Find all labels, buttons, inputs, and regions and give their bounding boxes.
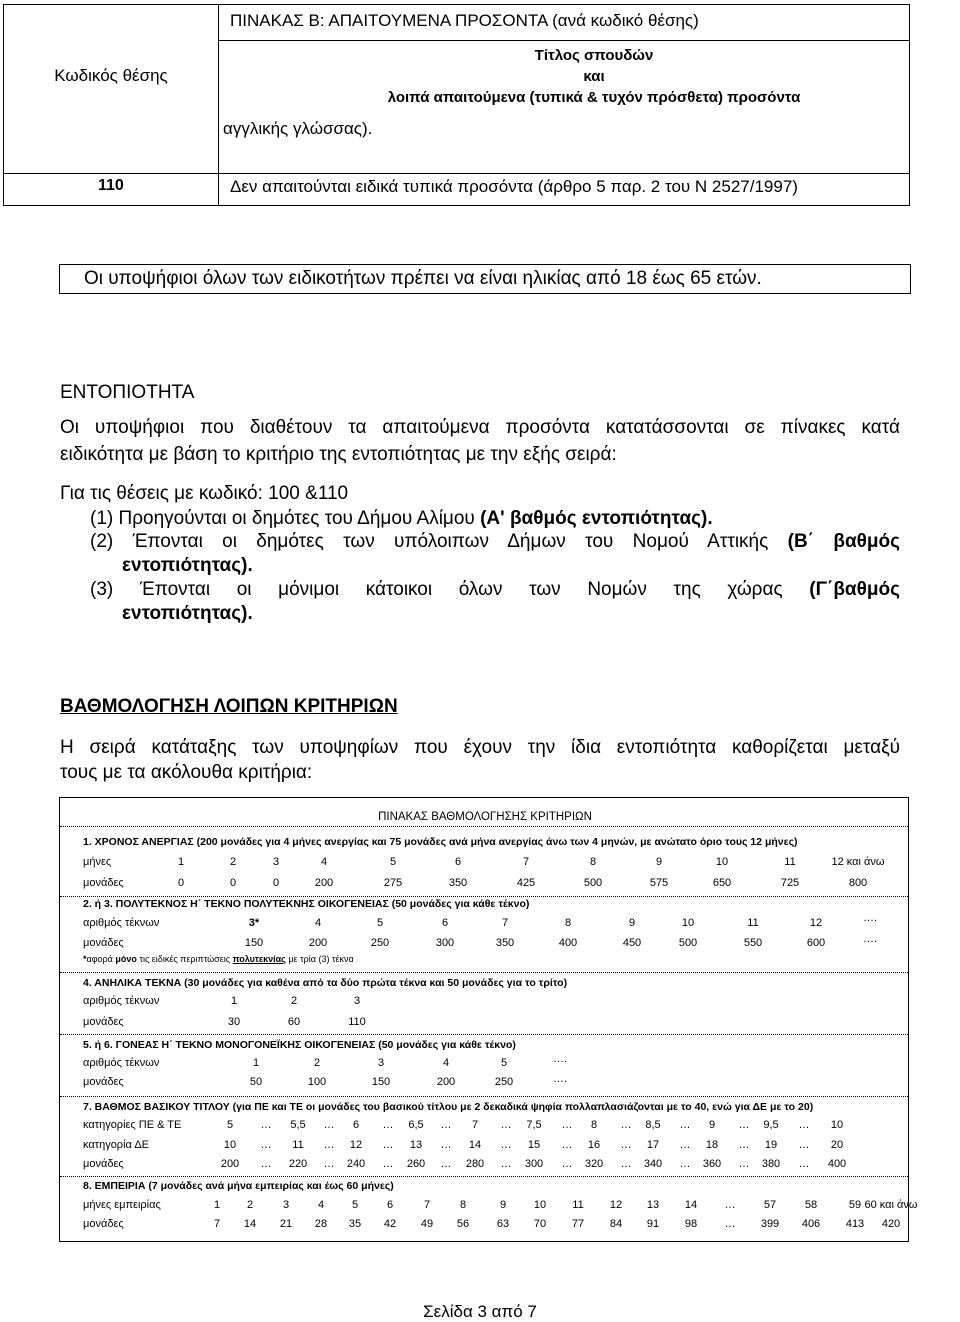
table-cell: 59 [848, 1199, 862, 1211]
table-cell: 200 [308, 937, 328, 949]
table-cell: … [738, 1139, 750, 1151]
table-cell: 8 [589, 856, 597, 868]
table-cell: 575 [649, 877, 669, 889]
table-cell: 2 [229, 856, 237, 868]
table-cell: 7 [213, 1218, 221, 1230]
table-cell: 400 [558, 937, 578, 949]
item-2-text: (2) Έπονται οι δημότες των υπόλοιπων Δήμων του Νομού Αττικής [90, 531, 788, 552]
table-cell: 340 [643, 1158, 663, 1170]
table-cell: 14 [468, 1139, 482, 1151]
section-7-label-de: κατηγορία ΔΕ [83, 1139, 149, 1151]
table-cell: … [382, 1139, 394, 1151]
table-cell: … [679, 1119, 691, 1131]
table-cell: 11 [292, 1139, 304, 1151]
table-cell: 10 [223, 1139, 237, 1151]
table-cell: 350 [495, 937, 515, 949]
table-cell: 220 [288, 1158, 308, 1170]
table-cell: 9 [499, 1199, 507, 1211]
table-cell: 0 [272, 877, 280, 889]
table-cell: 420 [881, 1218, 901, 1230]
table-cell: 58 [804, 1199, 818, 1211]
table-cell: 28 [314, 1218, 328, 1230]
table-cell: 500 [583, 877, 603, 889]
table-cell: … [679, 1158, 691, 1170]
table-cell: 200 [220, 1158, 240, 1170]
table-cell: 425 [516, 877, 536, 889]
table-cell: 50 [249, 1076, 263, 1088]
section-2-label-children: αριθμός τέκνων [83, 917, 160, 929]
section-7-heading: 7. ΒΑΘΜΟΣ ΒΑΣΙΚΟΥ ΤΙΤΛΟΥ (για ΠΕ και ΤΕ οι μονάδες του βασικού τίτλου με 2 δεκαδικά ψηφία πολλαπλασιάζονται με το 40, ενώ για ΔΕ με το 20) [83, 1101, 814, 1113]
table-cell: 400 [827, 1158, 847, 1170]
locality-item-3-cont: εντοπιότητας). [122, 603, 253, 624]
table-cell: 7,5 [526, 1119, 542, 1131]
scoring-heading: ΒΑΘΜΟΛΟΓΗΣΗ ΛΟΙΠΩΝ ΚΡΙΤΗΡΙΩΝ [60, 696, 398, 717]
footnote-part: μόνο [115, 954, 137, 964]
table-cell: 9,5 [763, 1119, 779, 1131]
table-cell: … [323, 1139, 335, 1151]
table-cell: 550 [743, 937, 763, 949]
table-cell: 9 [628, 917, 636, 929]
table-cell: 300 [524, 1158, 544, 1170]
table-cell: … [679, 1139, 691, 1151]
table-cell: 250 [370, 937, 390, 949]
table-cell: 8 [564, 917, 572, 929]
table-cell: 13 [646, 1199, 660, 1211]
table-cell: … [620, 1158, 632, 1170]
header-divider [4, 173, 909, 174]
table-cell: … [620, 1119, 632, 1131]
table-cell: … [382, 1119, 394, 1131]
table-cell: 4 [314, 917, 322, 929]
table-cell: 63 [496, 1218, 510, 1230]
table-cell: … [260, 1119, 272, 1131]
table-cell: 1 [213, 1199, 221, 1211]
table-cell: … [440, 1158, 452, 1170]
table-title: ΠΙΝΑΚΑΣ Β: ΑΠΑΙΤΟΥΜΕΝΑ ΠΡΟΣΟΝΤΑ (ανά κωδικό θέσης) [230, 11, 699, 30]
table-cell: … [561, 1158, 573, 1170]
table-cell: 8 [590, 1119, 598, 1131]
table-cell: 19 [764, 1139, 778, 1151]
section-2-label-points: μονάδες [83, 937, 124, 949]
table-cell: 12 [349, 1139, 363, 1151]
table-cell: 399 [760, 1218, 780, 1230]
table-cell: 500 [678, 937, 698, 949]
table-cell: 91 [646, 1218, 660, 1230]
section-2-heading: 2. ή 3. ΠΟΛΥΤΕΚΝΟΣ Η΄ ΤΕΚΝΟ ΠΟΛΥΤΕΚΝΗΣ ΟΙΚΟΓΕΝΕΙΑΣ (50 μονάδες για κάθε τέκνο) [83, 898, 530, 910]
table-cell: 42 [383, 1218, 397, 1230]
table-cell: 5 [500, 1057, 508, 1069]
table-cell: 10 [830, 1119, 844, 1131]
table-cell: … [738, 1158, 750, 1170]
separator [60, 1176, 908, 1178]
section-5-dots-a: …. [553, 1053, 568, 1065]
table-cell: 4 [442, 1057, 450, 1069]
table-cell: 413 [845, 1218, 865, 1230]
table-cell: … [561, 1119, 573, 1131]
section-8-label-points: μονάδες [83, 1218, 124, 1230]
scoring-intro-line1: Η σειρά κατάταξης των υποψηφίων που έχουν την ίδια εντοπιότητα καθορίζεται μεταξύ [60, 737, 900, 758]
locality-item-2 [90, 530, 900, 554]
footnote-star: * [83, 954, 87, 964]
section-1-heading: 1. ΧΡΟΝΟΣ ΑΝΕΡΓΙΑΣ (200 μονάδες για 4 μήνες ανεργίας και 75 μονάδες ανά μήνα ανεργίας άνω των 4 μηνών, με ανώτατο όριο τους 12 μήνες) [83, 836, 798, 848]
table-cell: 360 [702, 1158, 722, 1170]
table-cell: 110 [348, 1016, 366, 1028]
table-cell: 14 [243, 1218, 257, 1230]
footnote-part: τις ειδικές περιπτώσεις [136, 954, 233, 964]
table-cell: 2 [246, 1199, 254, 1211]
separator [60, 1034, 908, 1036]
table-cell: 3 [282, 1199, 290, 1211]
table-cell: 100 [307, 1076, 327, 1088]
table-cell: … [724, 1218, 736, 1230]
table-cell: 0 [229, 877, 237, 889]
table-cell: 600 [806, 937, 826, 949]
table-cell: 14 [684, 1199, 698, 1211]
footnote-part: αφορά [86, 954, 116, 964]
table-cell: 77 [571, 1218, 585, 1230]
table-cell: 6 [386, 1199, 394, 1211]
table-cell: 5,5 [290, 1119, 306, 1131]
table-cell: 1 [230, 995, 238, 1007]
table-cell: 49 [420, 1218, 434, 1230]
table-cell: 7 [423, 1199, 431, 1211]
table-cell: 16 [587, 1139, 601, 1151]
table-cell: 4 [320, 856, 328, 868]
table-cell: 70 [533, 1218, 547, 1230]
table-cell: 2 [313, 1057, 321, 1069]
section-1-label-points: μονάδες [83, 877, 124, 889]
item-3-grade: (Γ΄βαθμός [809, 579, 900, 600]
table-cell: 5 [226, 1119, 234, 1131]
positions-line: Για τις θέσεις με κωδικό: 100 &110 [60, 483, 349, 504]
table-cell: 725 [780, 877, 800, 889]
table-cell: 650 [712, 877, 732, 889]
table-cell: … [500, 1119, 512, 1131]
table-cell: 9 [708, 1119, 716, 1131]
table-cell: … [500, 1139, 512, 1151]
table-cell: 2 [290, 995, 298, 1007]
section-1-label-months: μήνες [83, 856, 112, 868]
table-cell: 10 [715, 856, 729, 868]
table-cell: 12 [809, 917, 823, 929]
column-divider [218, 5, 219, 205]
table-cell: 30 [227, 1016, 241, 1028]
table-cell: 60 και άνω [864, 1199, 918, 1211]
table-cell: 57 [763, 1199, 777, 1211]
section-5-label-points: μονάδες [83, 1076, 124, 1088]
table-cell: 0 [177, 877, 185, 889]
table-cell: 13 [409, 1139, 423, 1151]
table-cell: … [798, 1119, 810, 1131]
locality-intro-line2: ειδικότητα με βάση το κριτήριο της εντοπιότητας με την εξής σειρά: [60, 444, 617, 465]
table-cell: 6 [441, 917, 449, 929]
table-cell: 11 [747, 917, 759, 929]
section-2-footnote [83, 952, 354, 966]
table-cell: 200 [436, 1076, 456, 1088]
criteria-table [59, 797, 918, 1242]
table-cell: 6,5 [408, 1119, 424, 1131]
page-number: Σελίδα 3 από 7 [423, 1302, 537, 1321]
col-title-header-line1: Τίτλος σπουδών [534, 47, 654, 64]
table-cell: … [323, 1158, 335, 1170]
table-cell: 9 [655, 856, 663, 868]
table-cell: 17 [646, 1139, 660, 1151]
section-4-label-points: μονάδες [83, 1016, 124, 1028]
table-cell: … [382, 1158, 394, 1170]
table-cell: 6 [352, 1119, 360, 1131]
table-cell: 5 [389, 856, 397, 868]
table-cell: 3* [248, 917, 260, 929]
table-cell: 450 [622, 937, 642, 949]
table-cell: 5 [376, 917, 384, 929]
table-cell: 250 [494, 1076, 514, 1088]
age-notice: Οι υποψήφιοι όλων των ειδικοτήτων πρέπει να είναι ηλικίας από 18 έως 65 ετών. [84, 268, 762, 289]
table-cell: 260 [406, 1158, 426, 1170]
table-cell: 3 [377, 1057, 385, 1069]
table-cell: … [440, 1139, 452, 1151]
table-cell: 7 [471, 1119, 479, 1131]
item-3-text: (3) Έπονται οι μόνιμοι κάτοικοι όλων των Νομών της χώρας [90, 579, 810, 600]
section-7-label-points: μονάδες [83, 1158, 124, 1170]
item-1-text: (1) Προηγούνται οι δημότες του Δήμου Αλίμου [90, 508, 481, 529]
table-cell: … [440, 1119, 452, 1131]
table-cell: … [620, 1139, 632, 1151]
col-title-header-line3: λοιπά απαιτούμενα (τυπικά & τυχόν πρόσθετα) προσόντα [387, 89, 801, 106]
table-cell: 380 [761, 1158, 781, 1170]
section-5-heading: 5. ή 6. ΓΟΝΕΑΣ Η΄ ΤΕΚΝΟ ΜΟΝΟΓΟΝΕΪΚΗΣ ΟΙΚΟΓΕΝΕΙΑΣ (50 μονάδες για κάθε τέκνο) [83, 1039, 516, 1051]
footnote-part: με τρία (3) τέκνα [285, 954, 354, 964]
row-requirements: Δεν απαιτούνται ειδικά τυπικά προσόντα (άρθρο 5 παρ. 2 του Ν 2527/1997) [230, 177, 798, 196]
table-cell: 10 [533, 1199, 547, 1211]
locality-item-1 [90, 507, 713, 531]
title-divider [218, 40, 909, 41]
section-7-label-pe-te: κατηγορίες ΠΕ & ΤΕ [83, 1119, 182, 1131]
locality-item-3 [90, 578, 900, 602]
header-note: αγγλικής γλώσσας). [223, 119, 373, 138]
table-cell: 5 [351, 1199, 359, 1211]
section-8-heading: 8. ΕΜΠΕΙΡΙΑ (7 μονάδες ανά μήνα εμπειρίας και έως 60 μήνες) [83, 1180, 394, 1192]
locality-item-2-cont: εντοπιότητας). [122, 555, 253, 576]
table-cell: 56 [456, 1218, 470, 1230]
table-cell: … [798, 1158, 810, 1170]
age-notice-box [59, 264, 911, 294]
table-cell: 12 και άνω [831, 856, 885, 868]
table-cell: … [260, 1139, 272, 1151]
table-cell: … [798, 1139, 810, 1151]
table-cell: 200 [314, 877, 334, 889]
table-cell: … [500, 1158, 512, 1170]
table-cell: 35 [348, 1218, 362, 1230]
item-2-grade: (Β΄ βαθμός [787, 531, 901, 552]
table-cell: 18 [705, 1139, 719, 1151]
table-cell: 800 [848, 877, 868, 889]
table-cell: 150 [371, 1076, 391, 1088]
scoring-intro-line2: τους με τα ακόλουθα κριτήρια: [60, 762, 313, 783]
table-cell: 300 [435, 937, 455, 949]
table-cell: 98 [684, 1218, 698, 1230]
section-4-label-children: αριθμός τέκνων [83, 995, 160, 1007]
table-cell: 406 [801, 1218, 821, 1230]
table-cell: 21 [279, 1218, 293, 1230]
table-cell: 3 [353, 995, 361, 1007]
table-cell: 3 [272, 856, 280, 868]
item-1-grade: (Α' βαθμός εντοπιότητας). [480, 508, 713, 529]
table-cell: 150 [244, 937, 264, 949]
table-cell: 320 [584, 1158, 604, 1170]
table-cell: 11 [572, 1199, 584, 1211]
locality-heading: ΕΝΤΟΠΙΟΤΗΤΑ [60, 382, 195, 403]
criteria-title: ΠΙΝΑΚΑΣ ΒΑΘΜΟΛΟΓΗΣΗΣ ΚΡΙΤΗΡΙΩΝ [378, 811, 592, 823]
table-cell: … [724, 1199, 736, 1211]
separator [60, 826, 908, 828]
table-cell: 240 [346, 1158, 366, 1170]
section-5-dots-b: …. [553, 1073, 568, 1085]
section-5-label-children: αριθμός τέκνων [83, 1057, 160, 1069]
table-cell: 1 [252, 1057, 260, 1069]
table-cell: 280 [465, 1158, 485, 1170]
footnote-part: πολυτεκνίας [232, 954, 286, 964]
table-cell: 8 [459, 1199, 467, 1211]
table-cell: 7 [501, 917, 509, 929]
table-cell: 350 [448, 877, 468, 889]
table-cell: … [323, 1119, 335, 1131]
table-cell: 84 [609, 1218, 623, 1230]
table-cell: 11 [784, 856, 796, 868]
table-cell: 4 [317, 1199, 325, 1211]
table-cell: 1 [177, 856, 185, 868]
section-8-label-months: μήνες εμπειρίας [83, 1199, 161, 1211]
table-cell: 8,5 [645, 1119, 661, 1131]
row-code: 110 [98, 177, 124, 194]
col-code-header: Κωδικός θέσης [54, 66, 168, 85]
table-cell: … [260, 1158, 272, 1170]
table-cell: 20 [830, 1139, 844, 1151]
col-title-header-line2: και [583, 68, 605, 85]
separator [60, 972, 908, 974]
separator [60, 1096, 908, 1098]
table-cell: … [738, 1119, 750, 1131]
requirements-table [3, 4, 910, 206]
table-cell: 6 [454, 856, 462, 868]
table-cell: 10 [681, 917, 695, 929]
table-cell: … [561, 1139, 573, 1151]
table-cell: 7 [522, 856, 530, 868]
table-cell: 60 [287, 1016, 301, 1028]
table-cell: 15 [527, 1139, 541, 1151]
locality-intro-line1: Οι υποψήφιοι που διαθέτουν τα απαιτούμενα προσόντα κατατάσσονται σε πίνακες κατά [60, 417, 900, 438]
table-cell: 275 [383, 877, 403, 889]
table-cell: 12 [609, 1199, 623, 1211]
section-2-dots-a: …. [863, 912, 878, 924]
section-2-dots-b: …. [863, 933, 878, 945]
section-4-heading: 4. ΑΝΗΛΙΚΑ ΤΕΚΝΑ (30 μονάδες για καθένα από τα δύο πρώτα τέκνα και 50 μονάδες για το τρίτο) [83, 977, 568, 989]
